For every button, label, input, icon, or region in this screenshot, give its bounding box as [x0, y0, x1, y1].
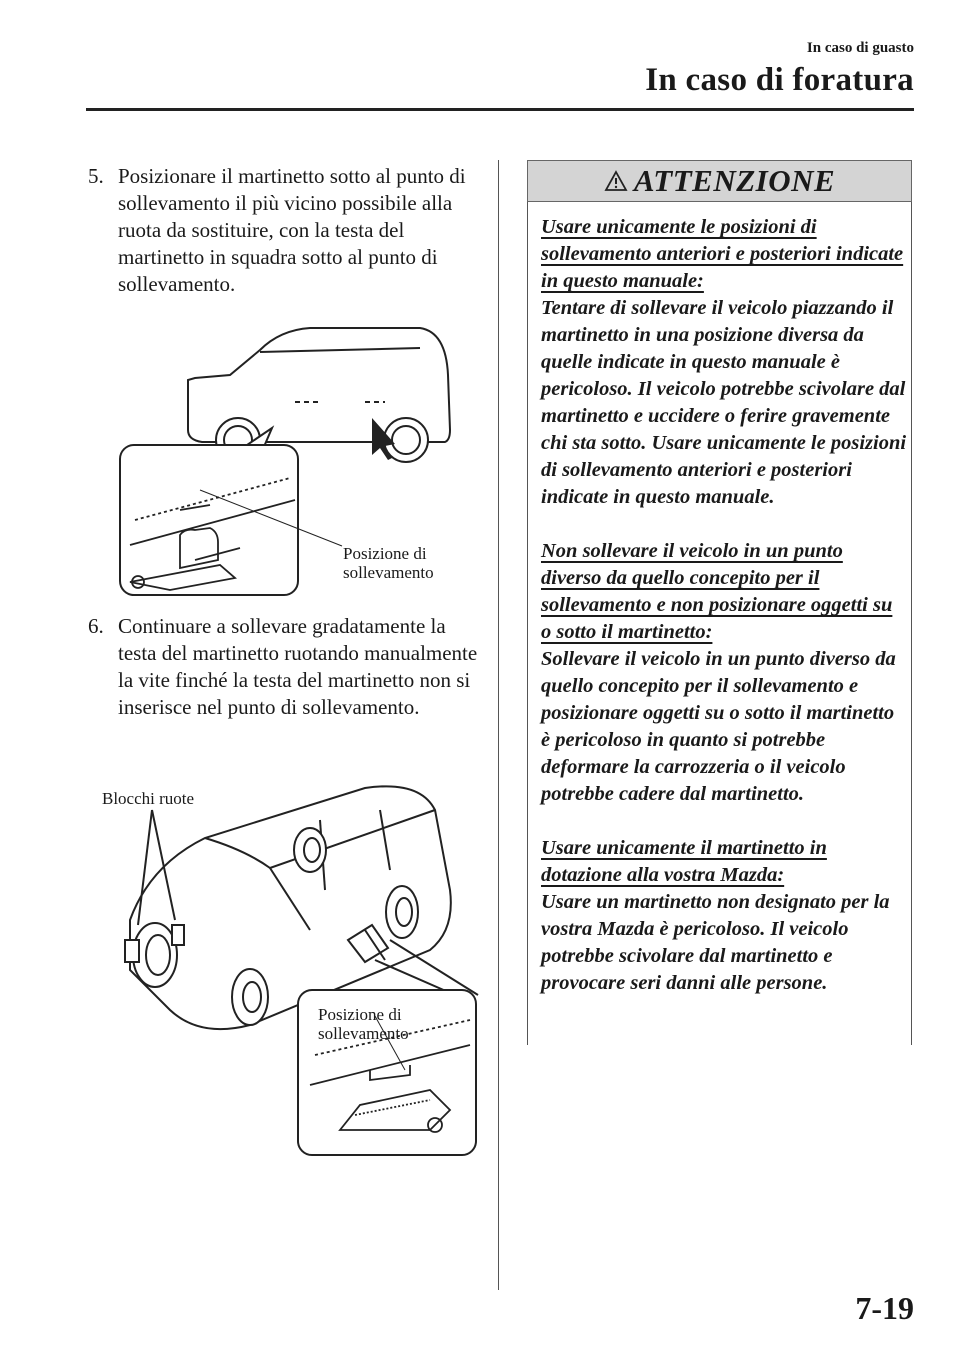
- warning-paragraph: [541, 835, 907, 997]
- jacking-point-label-2: [318, 1005, 409, 1043]
- warning-paragraph: [541, 214, 907, 511]
- warning-left-border: [527, 202, 528, 1045]
- warning-heading: Usare unicamente le posizioni di sollevamento anteriori e posteriori indicate in questo manuale:: [541, 216, 904, 292]
- page-title: In caso di foratura: [645, 62, 914, 98]
- step-6: [88, 613, 483, 721]
- warning-paragraph: [541, 538, 907, 808]
- label-line-2: sollevamento: [343, 563, 434, 582]
- warning-body: Sollevare il veicolo in un punto diverso da quello concepito per il sollevamento e posizionare oggetti su o sotto il martinetto è pericoloso in quanto si potrebbe deformare la carrozzeria o il veicolo potrebbe cadere dal martinetto.: [541, 648, 896, 805]
- step-text: Continuare a sollevare gradatamente la testa del martinetto ruotando manualmente la vite finché la testa del martinetto non si inserisce nel punto di sollevamento.: [118, 614, 478, 719]
- warning-body: Usare un martinetto non designato per la vostra Mazda è pericoloso. Il veicolo potrebbe scivolare dal martinetto e provocare seri danni alle persone.: [541, 891, 890, 994]
- column-divider: [498, 160, 499, 1290]
- warning-box: [527, 160, 912, 1045]
- warning-title: ATTENZIONE: [633, 163, 836, 198]
- wheel-blocks-label: Blocchi ruote: [102, 789, 195, 808]
- label-line-1: Posizione di: [318, 1005, 402, 1024]
- step-number: 5.: [88, 164, 104, 188]
- label-line-2: sollevamento: [318, 1024, 409, 1043]
- header-rule: [86, 108, 914, 111]
- figure-jacking-perspective: [110, 770, 490, 1160]
- step-text: Posizionare il martinetto sotto al punto di sollevamento il più vicino possibile alla ruota da sostituire, con la testa del martinetto in squadra sotto al punto di sollevamento.: [118, 164, 466, 296]
- section-title: In caso di guasto: [806, 40, 914, 56]
- warning-right-border: [911, 202, 912, 1045]
- page-number: 7-19: [855, 1290, 914, 1326]
- warning-heading: Usare unicamente il martinetto in dotazione alla vostra Mazda:: [541, 837, 827, 886]
- warning-body: Tentare di sollevare il veicolo piazzando il martinetto in una posizione diversa da quelle indicate in questo manuale è pericoloso. Il veicolo potrebbe scivolare dal martinetto e uccidere o ferire gravemente chi sta sotto. Usare unicamente le posizioni di sollevamento anteriori e posteriori indicate in questo manuale.: [541, 297, 907, 508]
- warning-triangle-icon: [604, 170, 628, 192]
- step-number: 6.: [88, 614, 104, 638]
- step-5: [88, 163, 483, 298]
- jacking-point-label-1: [343, 544, 434, 582]
- warning-text: [541, 214, 907, 1024]
- warning-header: [527, 160, 912, 202]
- warning-heading: Non sollevare il veicolo in un punto diverso da quello concepito per il sollevamento e non posizionare oggetti su o sotto il martinetto:: [541, 540, 893, 643]
- label-line-1: Posizione di: [343, 544, 427, 563]
